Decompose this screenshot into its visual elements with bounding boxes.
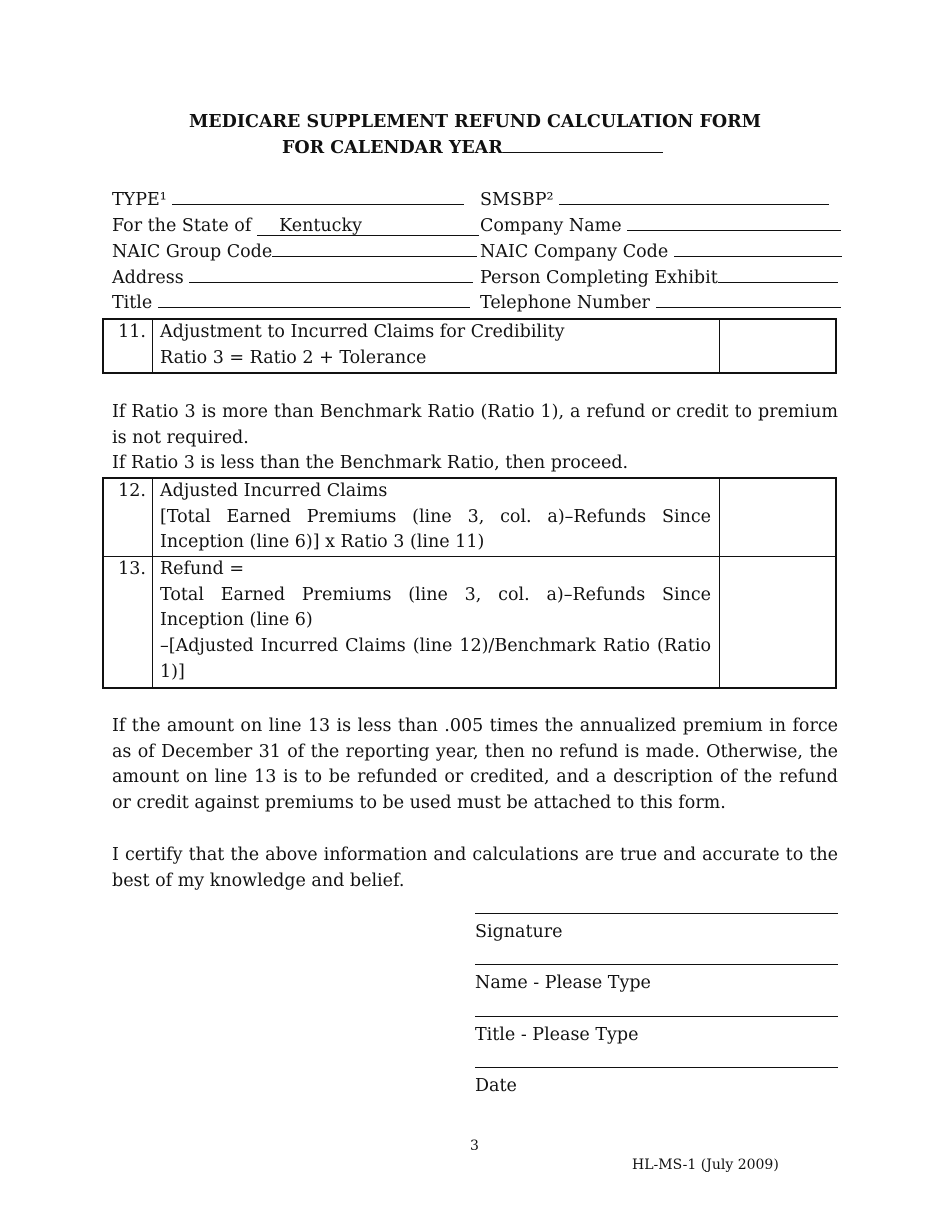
row13-line1: Refund = xyxy=(160,559,244,579)
company-name-blank[interactable] xyxy=(627,216,841,231)
title-label: Title xyxy=(112,293,153,313)
address-label: Address xyxy=(112,268,184,288)
row13-description xyxy=(160,557,711,686)
calendar-year-blank[interactable] xyxy=(503,138,663,153)
naic-company-field xyxy=(480,242,842,262)
address-field xyxy=(112,268,473,288)
row11-number: 11. xyxy=(118,322,146,342)
row11-value-cell[interactable] xyxy=(721,320,834,372)
refund-threshold-paragraph: If the amount on line 13 is less than .005 times the annualized premium in force as of December 31 of the reporting year, then no refund is made. Otherwise, the amount on line 13 is to be refunded or credited, and a description of the refund or credit against premiums to be used must be attached to this form. xyxy=(112,716,838,814)
row13-number: 13. xyxy=(118,559,146,579)
person-completing-label: Person Completing Exhibit xyxy=(480,268,718,288)
company-name-label: Company Name xyxy=(480,216,622,236)
row13-line3: –[Adjusted Incurred Claims (line 12)/Benchmark Ratio (Ratio 1)] xyxy=(160,636,711,682)
form-title-line2 xyxy=(282,138,663,158)
naic-group-label: NAIC Group Code xyxy=(112,242,273,262)
state-field xyxy=(112,216,479,236)
type-field xyxy=(112,190,464,210)
address-blank[interactable] xyxy=(189,268,473,283)
name-label: Name - Please Type xyxy=(475,973,651,993)
smsbp-blank[interactable] xyxy=(559,190,829,205)
title-field xyxy=(112,293,470,313)
telephone-blank[interactable] xyxy=(656,293,841,308)
signature-title-label: Title - Please Type xyxy=(475,1025,639,1045)
date-label: Date xyxy=(475,1076,517,1096)
ratio3-more-paragraph: If Ratio 3 is more than Benchmark Ratio (Ratio 1), a refund or credit to premium is not required. xyxy=(112,402,838,448)
row13-value-cell[interactable] xyxy=(721,557,834,687)
page-number: 3 xyxy=(470,1138,479,1154)
smsbp-field xyxy=(480,190,829,210)
telephone-label: Telephone Number xyxy=(480,293,650,313)
title-blank[interactable] xyxy=(158,293,470,308)
person-completing-field xyxy=(480,268,838,288)
ratio3-less-paragraph: If Ratio 3 is less than the Benchmark Ratio, then proceed. xyxy=(112,453,629,473)
row12-value-cell[interactable] xyxy=(721,479,834,555)
signature-line[interactable] xyxy=(475,913,838,914)
naic-company-label: NAIC Company Code xyxy=(480,242,669,262)
row13-line2: Total Earned Premiums (line 3, col. a)–Refunds Since Inception (line 6) xyxy=(160,584,711,631)
row12-line2: [Total Earned Premiums (line 3, col. a)–Refunds Since Inception (line 6)] x Ratio 3 (line 11) xyxy=(160,506,711,553)
certification-paragraph: I certify that the above information and calculations are true and accurate to the best of my knowledge and belief. xyxy=(112,845,838,891)
state-label: For the State of xyxy=(112,216,252,236)
row12-line1: Adjusted Incurred Claims xyxy=(160,481,388,501)
state-value: Kentucky xyxy=(279,216,362,236)
table2-divider-left xyxy=(152,478,153,688)
naic-group-blank[interactable] xyxy=(272,242,477,257)
table1-divider-left xyxy=(152,319,153,373)
row11-line1: Adjustment to Incurred Claims for Credibility xyxy=(160,322,565,342)
type-label: TYPE¹ xyxy=(112,190,167,210)
type-blank[interactable] xyxy=(172,190,464,205)
row11-description xyxy=(160,320,715,371)
row11-line2: Ratio 3 = Ratio 2 + Tolerance xyxy=(160,347,427,368)
calendar-year-label: FOR CALENDAR YEAR xyxy=(282,138,503,158)
company-name-field xyxy=(480,216,841,236)
date-line[interactable] xyxy=(475,1067,838,1068)
smsbp-label: SMSBP² xyxy=(480,190,554,210)
state-blank[interactable] xyxy=(257,217,479,236)
title-line[interactable] xyxy=(475,1016,838,1017)
table2-divider-right xyxy=(719,478,720,688)
name-line[interactable] xyxy=(475,964,838,965)
naic-company-blank[interactable] xyxy=(674,242,842,257)
form-identifier: HL-MS-1 (July 2009) xyxy=(632,1157,779,1173)
row12-number: 12. xyxy=(118,481,146,501)
signature-label: Signature xyxy=(475,922,563,942)
telephone-field xyxy=(480,293,841,313)
table1-divider-right xyxy=(719,319,720,373)
form-title-line1: MEDICARE SUPPLEMENT REFUND CALCULATION FORM xyxy=(188,112,762,132)
person-completing-blank[interactable] xyxy=(718,268,838,283)
row12-description xyxy=(160,479,711,556)
naic-group-field xyxy=(112,242,477,262)
